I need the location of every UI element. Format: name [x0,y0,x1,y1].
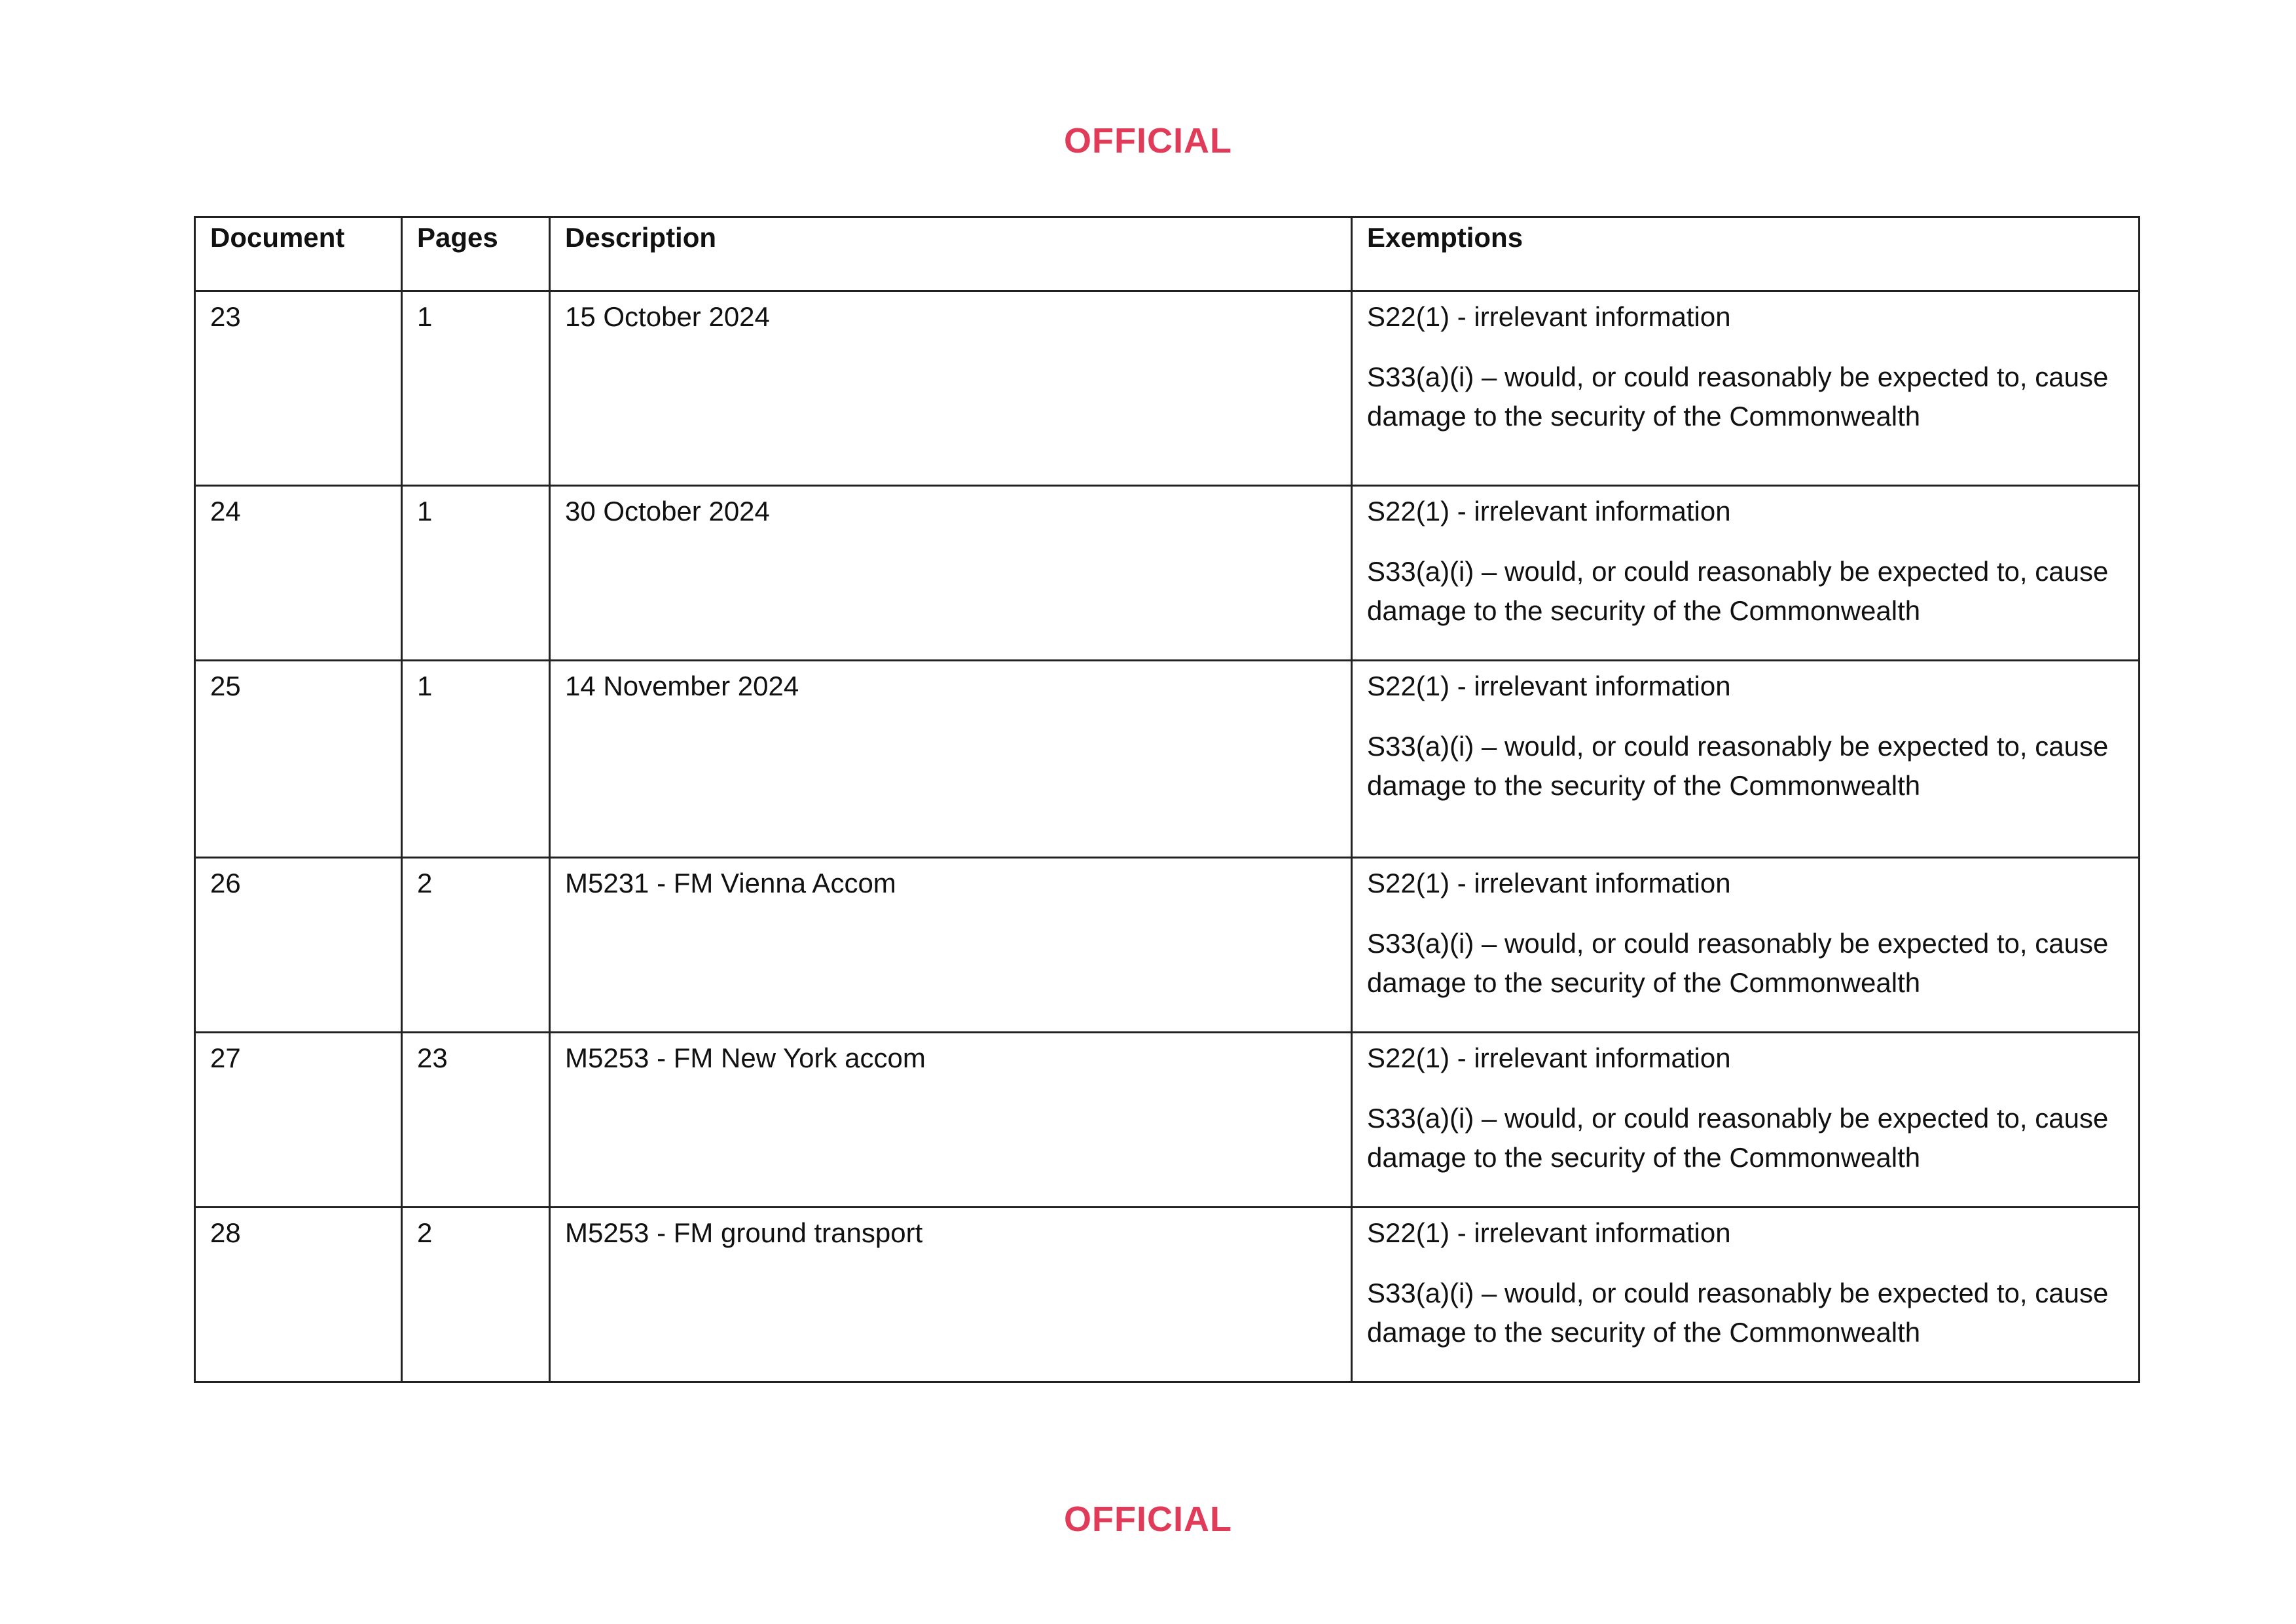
document-number-cell: 23 [195,291,402,486]
column-header-pages: Pages [402,217,550,291]
description-cell: M5253 - FM ground transport [550,1208,1352,1382]
exemption-s22: S22(1) - irrelevant information [1367,496,1731,526]
column-header-description: Description [550,217,1352,291]
exemption-s22: S22(1) - irrelevant information [1367,1043,1731,1073]
exemption-s33: S33(a)(i) – would, or could reasonably be expected to, cause damage to the security of the Commonwealth [1367,731,2109,801]
document-schedule-table [194,216,2140,1383]
pages-cell: 1 [402,661,550,858]
table-row [195,858,2140,1033]
exemptions-cell [1352,1033,2140,1208]
table-header-row [195,217,2140,291]
exemption-s33: S33(a)(i) – would, or could reasonably be expected to, cause damage to the security of the Commonwealth [1367,1103,2109,1173]
exemption-spacer [1367,337,2124,358]
document-number-cell: 26 [195,858,402,1033]
column-header-exemptions: Exemptions [1352,217,2140,291]
document-number-cell: 25 [195,661,402,858]
exemption-spacer [1367,903,2124,924]
exemption-s33: S33(a)(i) – would, or could reasonably be expected to, cause damage to the security of the Commonwealth [1367,1278,2109,1348]
table-row [195,486,2140,661]
exemption-s22: S22(1) - irrelevant information [1367,868,1731,898]
exemptions-cell [1352,291,2140,486]
pages-cell: 2 [402,1208,550,1382]
pages-cell: 1 [402,291,550,486]
exemptions-cell [1352,1208,2140,1382]
description-cell: M5253 - FM New York accom [550,1033,1352,1208]
description-cell: 14 November 2024 [550,661,1352,858]
table-row [195,661,2140,858]
column-header-document: Document [195,217,402,291]
exemptions-cell [1352,661,2140,858]
classification-header: OFFICIAL [1064,121,1232,160]
exemption-s33: S33(a)(i) – would, or could reasonably be expected to, cause damage to the security of the Commonwealth [1367,361,2109,432]
pages-cell: 2 [402,858,550,1033]
exemption-spacer [1367,706,2124,727]
exemption-spacer [1367,1078,2124,1099]
exemption-s22: S22(1) - irrelevant information [1367,671,1731,701]
table-row [195,1033,2140,1208]
table-row [195,1208,2140,1382]
exemption-spacer [1367,1253,2124,1274]
pages-cell: 1 [402,486,550,661]
exemption-s33: S33(a)(i) – would, or could reasonably be expected to, cause damage to the security of the Commonwealth [1367,556,2109,626]
exemptions-cell [1352,486,2140,661]
description-cell: 30 October 2024 [550,486,1352,661]
exemption-spacer [1367,531,2124,552]
description-cell: M5231 - FM Vienna Accom [550,858,1352,1033]
document-number-cell: 27 [195,1033,402,1208]
classification-footer: OFFICIAL [1064,1500,1232,1539]
pages-cell: 23 [402,1033,550,1208]
exemption-s22: S22(1) - irrelevant information [1367,301,1731,332]
document-number-cell: 28 [195,1208,402,1382]
document-number-cell: 24 [195,486,402,661]
description-cell: 15 October 2024 [550,291,1352,486]
exemption-s22: S22(1) - irrelevant information [1367,1217,1731,1248]
table-row [195,291,2140,486]
exemptions-cell [1352,858,2140,1033]
exemption-s33: S33(a)(i) – would, or could reasonably be expected to, cause damage to the security of the Commonwealth [1367,928,2109,998]
